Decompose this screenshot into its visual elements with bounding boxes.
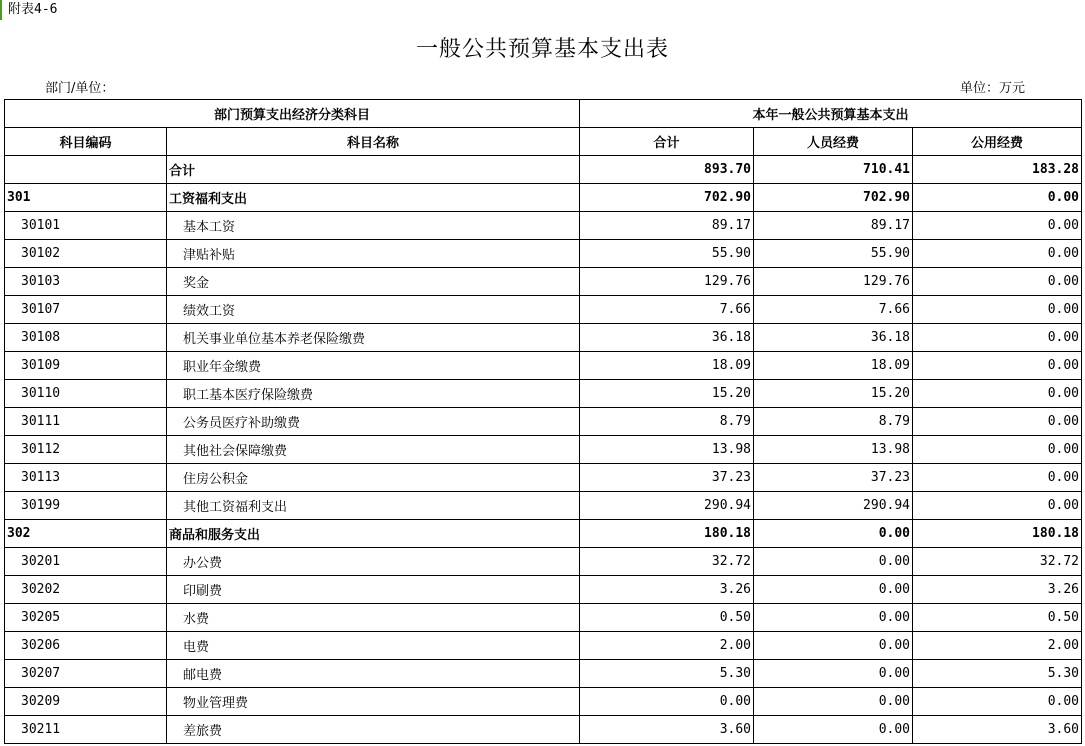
cell-personnel: 0.00 <box>754 716 913 744</box>
cell-personnel: 0.00 <box>754 548 913 576</box>
cell-total: 180.18 <box>580 520 754 548</box>
header-public: 公用经费 <box>913 128 1082 156</box>
cell-code: 30206 <box>5 632 167 660</box>
cell-public: 0.00 <box>913 492 1082 520</box>
budget-table <box>4 99 1082 744</box>
cell-name: 水费 <box>167 604 580 632</box>
cell-total: 8.79 <box>580 408 754 436</box>
cell-name: 其他工资福利支出 <box>167 492 580 520</box>
cell-personnel: 0.00 <box>754 632 913 660</box>
table-row <box>5 380 1082 408</box>
cell-personnel: 0.00 <box>754 576 913 604</box>
table-row <box>5 688 1082 716</box>
table-header <box>5 100 1082 156</box>
cell-public: 180.18 <box>913 520 1082 548</box>
cell-code: 30103 <box>5 268 167 296</box>
cell-public: 0.00 <box>913 324 1082 352</box>
table-row <box>5 268 1082 296</box>
cell-code: 30211 <box>5 716 167 744</box>
table-row <box>5 352 1082 380</box>
cell-total: 89.17 <box>580 212 754 240</box>
cell-public: 3.60 <box>913 716 1082 744</box>
cell-total: 129.76 <box>580 268 754 296</box>
cell-code: 30207 <box>5 660 167 688</box>
table-row <box>5 464 1082 492</box>
cell-total: 18.09 <box>580 352 754 380</box>
cell-public: 0.00 <box>913 352 1082 380</box>
cell-total: 32.72 <box>580 548 754 576</box>
cell-personnel: 13.98 <box>754 436 913 464</box>
cell-code: 302 <box>5 520 167 548</box>
table-body <box>5 156 1082 744</box>
cell-personnel: 710.41 <box>754 156 913 184</box>
cell-name: 绩效工资 <box>167 296 580 324</box>
cell-code: 30111 <box>5 408 167 436</box>
cell-code: 30101 <box>5 212 167 240</box>
cell-name: 机关事业单位基本养老保险缴费 <box>167 324 580 352</box>
table-row <box>5 492 1082 520</box>
table-row <box>5 632 1082 660</box>
cell-code: 30112 <box>5 436 167 464</box>
cell-total: 55.90 <box>580 240 754 268</box>
cell-total: 702.90 <box>580 184 754 212</box>
cell-code: 30109 <box>5 352 167 380</box>
cell-code: 30102 <box>5 240 167 268</box>
cell-name: 印刷费 <box>167 576 580 604</box>
cell-public: 2.00 <box>913 632 1082 660</box>
cell-total: 15.20 <box>580 380 754 408</box>
cell-personnel: 18.09 <box>754 352 913 380</box>
table-row <box>5 324 1082 352</box>
cell-personnel: 0.00 <box>754 604 913 632</box>
cell-name: 合计 <box>167 156 580 184</box>
cell-personnel: 290.94 <box>754 492 913 520</box>
cell-personnel: 8.79 <box>754 408 913 436</box>
header-econ-class: 部门预算支出经济分类科目 <box>5 100 580 128</box>
cell-public: 5.30 <box>913 660 1082 688</box>
cell-total: 0.50 <box>580 604 754 632</box>
cell-total: 36.18 <box>580 324 754 352</box>
table-row <box>5 212 1082 240</box>
table-row <box>5 660 1082 688</box>
cell-code: 30202 <box>5 576 167 604</box>
cell-name: 职业年金缴费 <box>167 352 580 380</box>
page-title: 一般公共预算基本支出表 <box>415 37 669 62</box>
cell-public: 0.00 <box>913 464 1082 492</box>
sheet-tag: 附表4-6 <box>0 0 57 20</box>
table-row <box>5 716 1082 744</box>
cell-public: 0.00 <box>913 212 1082 240</box>
cell-total: 0.00 <box>580 688 754 716</box>
cell-personnel: 15.20 <box>754 380 913 408</box>
cell-code: 30199 <box>5 492 167 520</box>
table-row <box>5 240 1082 268</box>
cell-total: 2.00 <box>580 632 754 660</box>
cell-total: 5.30 <box>580 660 754 688</box>
cell-public: 0.00 <box>913 380 1082 408</box>
header-name: 科目名称 <box>167 128 580 156</box>
header-current-year: 本年一般公共预算基本支出 <box>580 100 1082 128</box>
cell-total: 13.98 <box>580 436 754 464</box>
cell-personnel: 0.00 <box>754 688 913 716</box>
header-personnel: 人员经费 <box>754 128 913 156</box>
cell-name: 电费 <box>167 632 580 660</box>
table-row <box>5 604 1082 632</box>
cell-code: 30113 <box>5 464 167 492</box>
table-row <box>5 520 1082 548</box>
cell-personnel: 129.76 <box>754 268 913 296</box>
cell-public: 0.00 <box>913 268 1082 296</box>
cell-name: 住房公积金 <box>167 464 580 492</box>
cell-name: 其他社会保障缴费 <box>167 436 580 464</box>
cell-name: 办公费 <box>167 548 580 576</box>
cell-public: 3.26 <box>913 576 1082 604</box>
cell-public: 0.00 <box>913 296 1082 324</box>
cell-name: 物业管理费 <box>167 688 580 716</box>
cell-personnel: 36.18 <box>754 324 913 352</box>
cell-public: 0.00 <box>913 184 1082 212</box>
cell-personnel: 89.17 <box>754 212 913 240</box>
table-row <box>5 156 1082 184</box>
cell-public: 0.00 <box>913 240 1082 268</box>
cell-personnel: 0.00 <box>754 660 913 688</box>
cell-name: 奖金 <box>167 268 580 296</box>
cell-public: 0.50 <box>913 604 1082 632</box>
cell-name: 邮电费 <box>167 660 580 688</box>
cell-public: 0.00 <box>913 688 1082 716</box>
cell-personnel: 0.00 <box>754 520 913 548</box>
table-row <box>5 576 1082 604</box>
cell-code: 30205 <box>5 604 167 632</box>
cell-code: 30110 <box>5 380 167 408</box>
table-row <box>5 436 1082 464</box>
table-row <box>5 548 1082 576</box>
cell-name: 公务员医疗补助缴费 <box>167 408 580 436</box>
header-code: 科目编码 <box>5 128 167 156</box>
cell-name: 商品和服务支出 <box>167 520 580 548</box>
cell-name: 工资福利支出 <box>167 184 580 212</box>
cell-public: 0.00 <box>913 408 1082 436</box>
cell-personnel: 702.90 <box>754 184 913 212</box>
cell-public: 183.28 <box>913 156 1082 184</box>
cell-total: 290.94 <box>580 492 754 520</box>
cell-public: 0.00 <box>913 436 1082 464</box>
cell-code: 301 <box>5 184 167 212</box>
cell-code: 30201 <box>5 548 167 576</box>
department-label: 部门/单位： <box>45 81 115 96</box>
cell-personnel: 7.66 <box>754 296 913 324</box>
cell-code: 30209 <box>5 688 167 716</box>
cell-personnel: 37.23 <box>754 464 913 492</box>
cell-name: 基本工资 <box>167 212 580 240</box>
cell-total: 3.60 <box>580 716 754 744</box>
cell-code: 30107 <box>5 296 167 324</box>
cell-total: 893.70 <box>580 156 754 184</box>
header-total: 合计 <box>580 128 754 156</box>
table-row <box>5 296 1082 324</box>
cell-code: 30108 <box>5 324 167 352</box>
cell-personnel: 55.90 <box>754 240 913 268</box>
table-row <box>5 408 1082 436</box>
cell-name: 津贴补贴 <box>167 240 580 268</box>
unit-label: 单位：万元 <box>960 81 1026 96</box>
cell-name: 职工基本医疗保险缴费 <box>167 380 580 408</box>
table-row <box>5 184 1082 212</box>
cell-total: 37.23 <box>580 464 754 492</box>
cell-total: 3.26 <box>580 576 754 604</box>
cell-public: 32.72 <box>913 548 1082 576</box>
cell-name: 差旅费 <box>167 716 580 744</box>
cell-total: 7.66 <box>580 296 754 324</box>
cell-code <box>5 156 167 184</box>
